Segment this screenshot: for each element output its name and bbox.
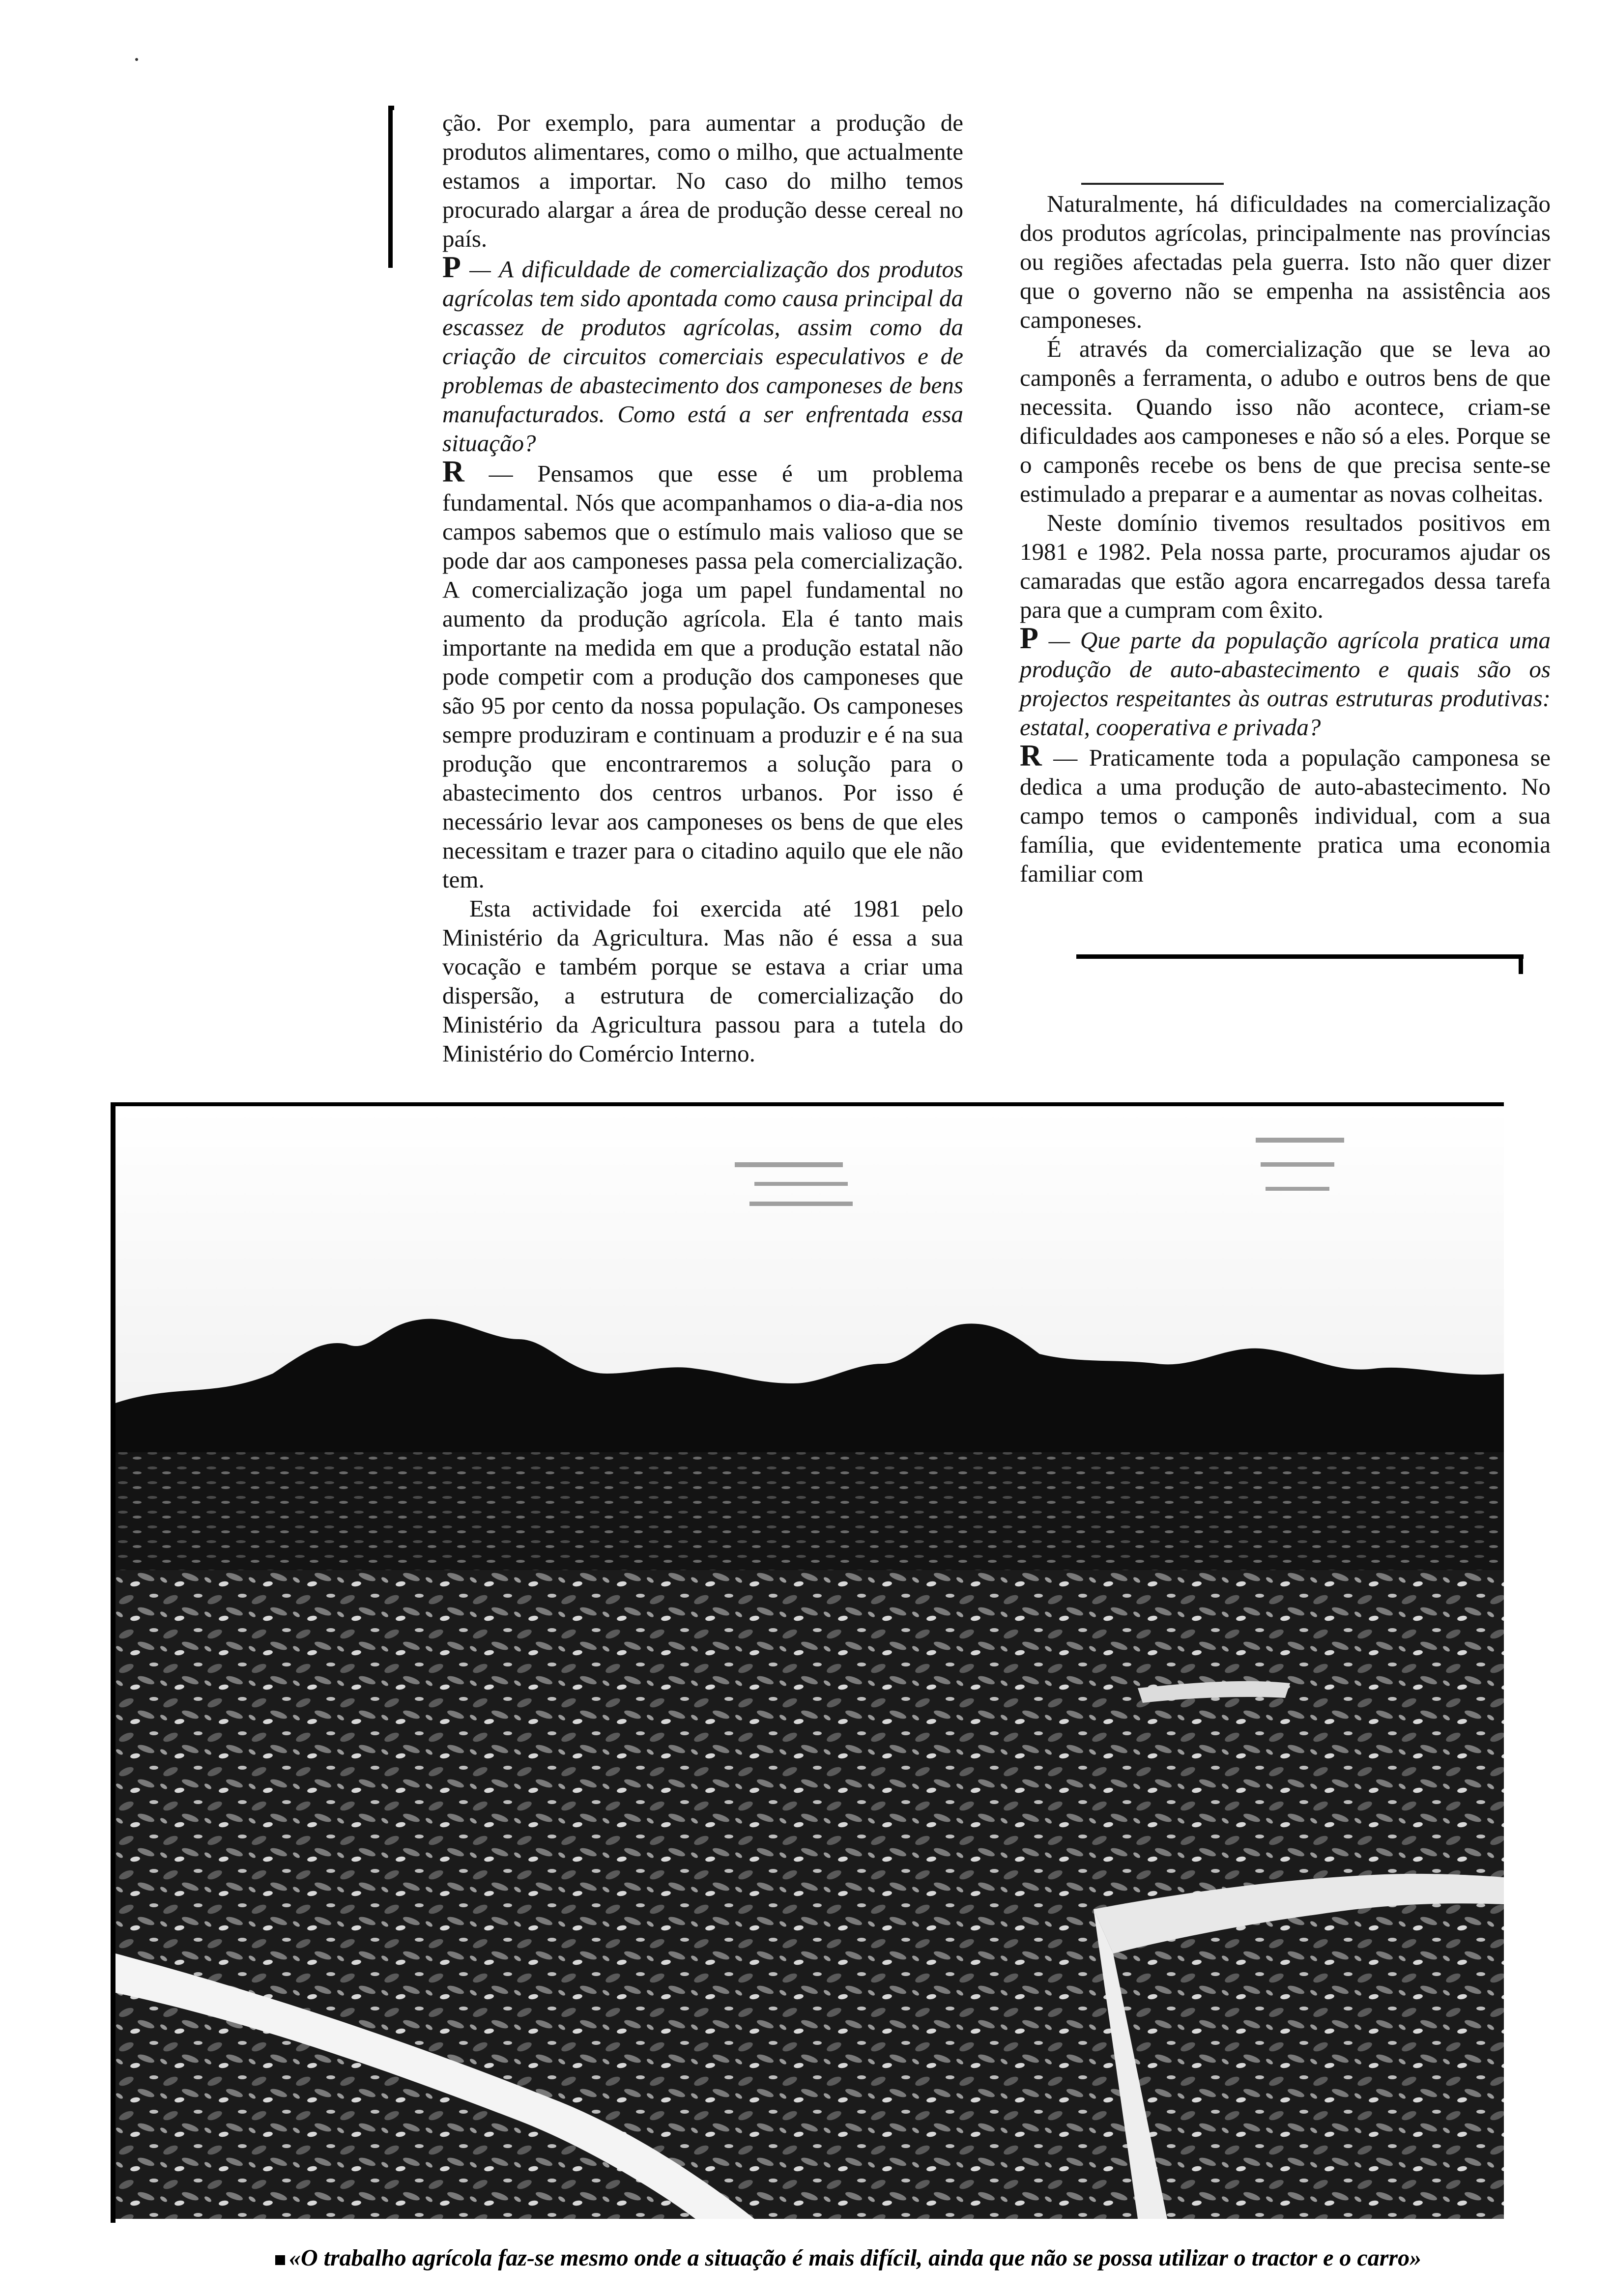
answer-1-text: — Pensamos que esse é um problema fundamental. Nós que acompanhamos o dia-a-dia nos campos sabemos que o estímulo mais valioso que se pode dar aos camponeses passa pela comercialização. A comercialização joga um papel fundamental no aumento da produção agrícola. Ela é tanto mais importante na medida em que a produção estatal não pode competir com a produção dos camponeses que são 95 por cento da nossa população. Os camponeses sempre produziram e continuam a produzir e é na sua produção que encontraremos a solução para o abastecimento dos centros urbanos. Por isso é necessário levar aos camponeses os bens de que eles necessitam e trazer para o citadino aquilo que ele não tem. <box>442 460 963 893</box>
right-column-top-rule <box>1081 183 1224 185</box>
article-left-column <box>442 108 963 1068</box>
photo-caption-text: «O trabalho agrícola faz-se mesmo onde a situação é mais difícil, ainda que não se possa utilizar o tractor e o carro» <box>289 2245 1422 2271</box>
right-column-end-rule <box>1076 954 1524 959</box>
right-paragraph-2: É através da comercialização que se leva ao camponês a ferramenta, o adubo e outros bens de que necessita. Quando isso não acontece, criam-se dificuldades aos camponeses e não só a eles. Porque se o camponês recebe os bens de que precisa sente-se estimulado a preparar e a aumentar as novas colheitas. <box>1020 335 1551 507</box>
right-column-end-rule-tick <box>1519 954 1523 974</box>
answer-1-marker: R <box>442 455 464 488</box>
question-1-text: — A dificuldade de comercialização dos produtos agrícolas tem sido apontada como causa principal da escassez de produtos agrícolas, assim como da criação de circuitos comerciais especulativos e de problemas de abastecimento dos camponeses de bens manufacturados. Como está a ser enfrentada essa situação? <box>442 256 963 457</box>
question-1-marker: P <box>442 251 461 284</box>
answer-1 <box>442 455 963 894</box>
field-photo <box>115 1108 1504 2219</box>
article-right-column <box>1020 189 1551 888</box>
question-2-text: — Que parte da população agrícola pratica uma produção de auto-abastecimento e quais são os projectos respeitantes às outras estruturas produtivas: estatal, cooperativa e privada? <box>1020 627 1551 741</box>
answer-2-text: — Praticamente toda a população camponesa se dedica a uma produção de auto-abastecimento. No campo temos o camponês individual, com a sua família, que evidentemente pratica uma economia familiar com <box>1020 744 1551 887</box>
page-speck <box>135 58 138 61</box>
caption-bullet-icon <box>275 2255 285 2265</box>
answer-2-marker: R <box>1020 739 1042 773</box>
photo-left-rule <box>111 1102 115 2223</box>
left-paragraph-2: Esta actividade foi exercida até 1981 pelo Ministério da Agricultura. Mas não é essa a sua vocação e também porque se estava a criar uma dispersão, a estrutura de comercialização do Ministério da Agricultura passou para a tutela do Ministério do Comércio Interno. <box>442 895 963 1067</box>
right-paragraph-1: Naturalmente, há dificuldades na comercialização dos produtos agrícolas, principalmente nas províncias ou regiões afectadas pela guerra. Isto não quer dizer que o governo não se empenha na assistência aos camponeses. <box>1020 190 1551 333</box>
question-2 <box>1020 624 1551 742</box>
photo-top-rule <box>113 1102 1504 1106</box>
field-photo-image <box>115 1108 1504 2219</box>
answer-2 <box>1020 739 1551 888</box>
question-1 <box>442 253 963 458</box>
right-paragraph-3: Neste domínio tivemos resultados positivos em 1981 e 1982. Pela nossa parte, procuramos ajudar os camaradas que estão agora encarregados dessa tarefa para que a cumpram com êxito. <box>1020 509 1551 623</box>
photo-caption <box>275 2243 1519 2273</box>
left-paragraph-1: ção. Por exemplo, para aumentar a produção de produtos alimentares, como o milho, que actualmente estamos a importar. No caso do milho temos procurado alargar a área de produção desse cereal no país. <box>442 109 963 252</box>
left-column-bracket <box>388 106 394 268</box>
question-2-marker: P <box>1020 622 1038 655</box>
